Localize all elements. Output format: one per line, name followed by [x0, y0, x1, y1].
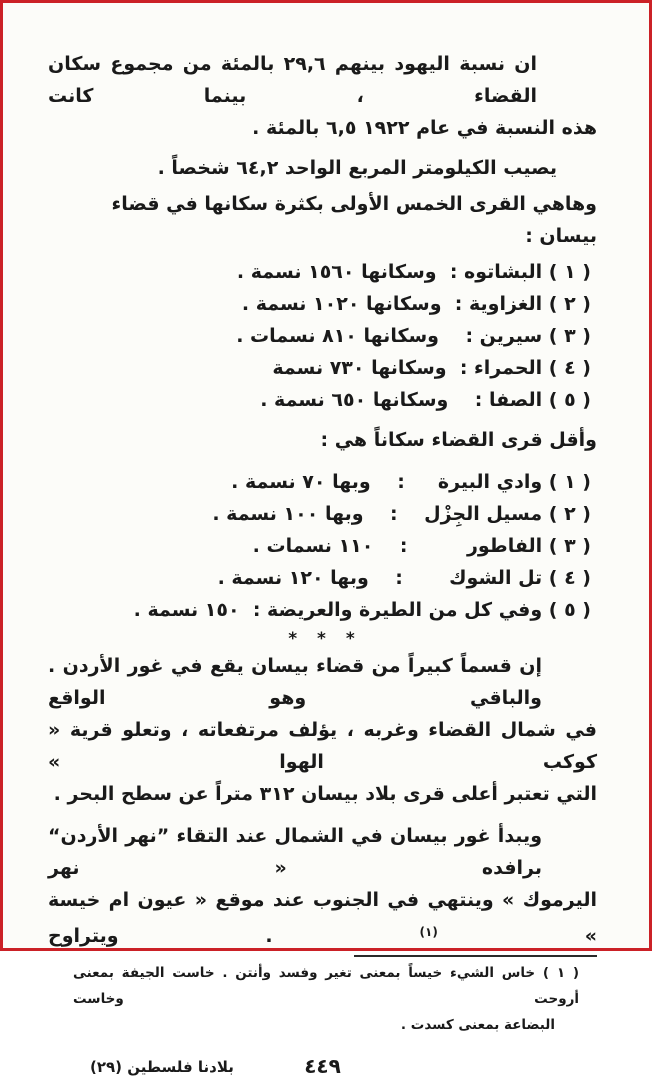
list-item: ( ٢ ) الغزاوية : وسكانها ١٠٢٠ نسمة . — [241, 293, 591, 315]
paragraph-line-text: . ويتراوح — [48, 925, 420, 947]
paragraph-line: يصيب الكيلومتر المربع الواحد ٦٤,٢ شخصاً . — [157, 157, 557, 179]
page-number: ٤٤٩ — [304, 1054, 341, 1078]
paragraph-ghor-beisan — [48, 820, 597, 952]
intro-line: وهاهي القرى الخمس الأولى بكثرة سكانها في قضاء بيسان : — [111, 193, 597, 247]
list-item: ( ٣ ) الفاطور : ١١٠ نسمات . — [252, 535, 591, 557]
paragraph-line: ان نسبة اليهود بينهم ٢٩,٦ بالمئة من مجموع سكان القضاء ، بينما كانت — [48, 53, 537, 107]
list-item: ( ٣ ) سيرين : وسكانها ٨١٠ نسمات . — [236, 325, 591, 347]
list-item: ( ٥ ) وفي كل من الطيرة والعريضة : ١٥٠ نسمة . — [133, 599, 591, 621]
smallest-villages-list — [48, 466, 597, 626]
list-item: ( ٤ ) تل الشوك : وبها ١٢٠ نسمة . — [217, 567, 591, 589]
page-content — [48, 48, 597, 1082]
intro-line: وأقل قرى القضاء سكاناً هي : — [320, 429, 597, 451]
footnote-line: ( ١ ) خاس الشيء خيساً بمعنى تغير وفسد وأنتن . خاست الجيفة بمعنى أروحت وخاست — [73, 965, 579, 1007]
paragraph-line: التي تعتبر أعلى قرى بلاد بيسان ٣١٢ متراً عن سطح البحر . — [53, 783, 597, 805]
paragraph-line-text: اليرموك » وينتهي في الجنوب عند موقع « عيون ام خيسة » — [48, 889, 598, 947]
paragraph-jordan-valley — [48, 650, 597, 810]
paragraph-density — [48, 152, 597, 184]
list-b-intro — [48, 424, 597, 456]
footnote-rule — [354, 955, 597, 957]
footnote — [73, 960, 597, 1038]
list-a-intro — [48, 188, 597, 252]
paragraph-line: هذه النسبة في عام ١٩٢٢ ٦,٥ بالمئة . — [252, 117, 597, 139]
book-imprint: بلادنا فلسطين (٢٩) — [90, 1058, 234, 1076]
list-item: ( ٥ ) الصفا : وسكانها ٦٥٠ نسمة . — [260, 389, 591, 411]
paragraph-jewish-percentage — [48, 48, 597, 144]
list-item: ( ١ ) وادي البيرة : وبها ٧٠ نسمة . — [231, 471, 591, 493]
footnote-line: البضاعة بمعنى كسدت . — [400, 1017, 555, 1033]
largest-villages-list — [48, 256, 597, 416]
paragraph-line: في شمال القضاء وغربه ، يؤلف مرتفعاته ، وتعلو قرية « كوكب الهوا » — [48, 719, 597, 773]
page-footer — [48, 1052, 597, 1082]
paragraph-line: إن قسماً كبيراً من قضاء بيسان يقع في غور الأردن . والباقي وهو الواقع — [48, 655, 542, 709]
paragraph-line — [48, 884, 597, 952]
paragraph-line: ويبدأ غور بيسان في الشمال عند التقاء ”نهر الأردن“ برافده « نهر — [48, 825, 542, 879]
list-item: ( ١ ) البشاتوه : وسكانها ١٥٦٠ نسمة . — [236, 261, 591, 283]
section-divider: * * * — [288, 629, 357, 649]
list-item: ( ٢ ) مسيل الجِزْل : وبها ١٠٠ نسمة . — [212, 503, 591, 525]
footnote-reference: (١) — [419, 925, 438, 939]
list-item: ( ٤ ) الحمراء : وسكانها ٧٣٠ نسمة — [272, 357, 591, 379]
